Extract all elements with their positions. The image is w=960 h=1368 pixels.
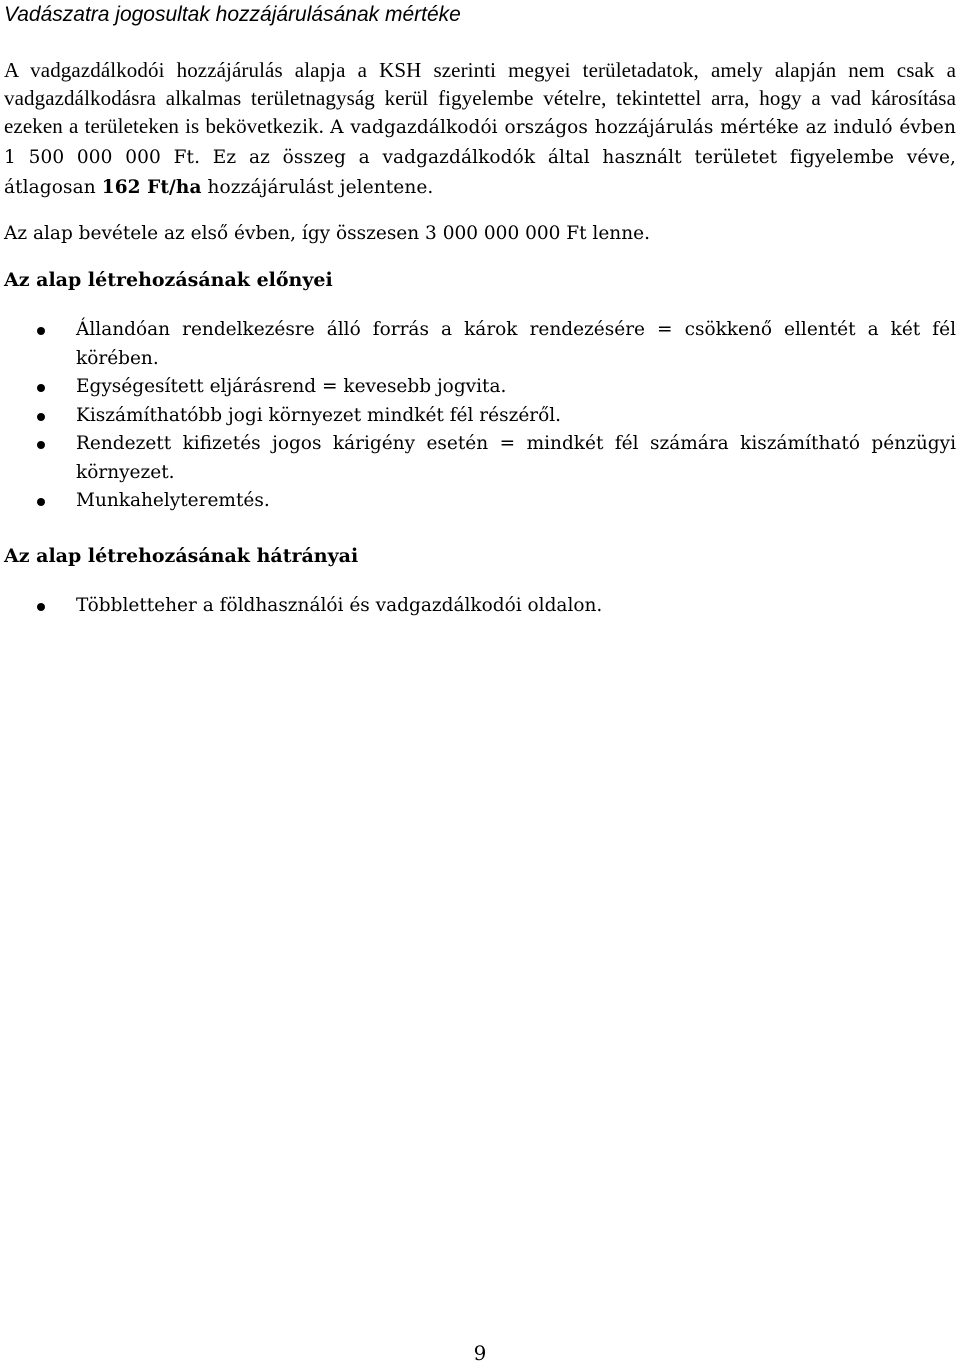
bullet-icon [37,384,45,392]
list-item-text: Munkahelyteremtés. [76,490,270,511]
bullet-icon [37,603,45,611]
document-page [4,0,956,620]
paragraph-part-1: A vadgazdálkodói hozzájárulás alapja a KSH szerinti megyei területadatok, amely alapján nem csak a vadgazdálkodásra alkalmas területnagyság kerül figyelembe vételre, tekintettel arra, hogy a vad károsítása ezeken a területeken is bekövetkezik. [4,58,956,138]
list-item-text: Állandóan rendelkezésre álló forrás a károk rendezésére = csökkenő ellentét a két fél körében. [76,319,956,369]
paragraph-part-3: hozzájárulást jelentene. [201,177,434,198]
disadvantages-list [4,592,956,621]
list-item [4,373,956,402]
disadvantages-heading: Az alap létrehozásának hátrányai [4,544,359,567]
list-item-text: Többletteher a földhasználói és vadgazdálkodói oldalon. [76,594,603,616]
list-item [4,316,956,373]
revenue-paragraph: Az alap bevétele az első évben, így összesen 3 000 000 000 Ft lenne. [4,223,650,244]
advantages-list [4,316,956,516]
list-item-text: Egységesített eljárásrend = kevesebb jogvita. [76,376,507,397]
list-item [4,402,956,431]
bullet-icon [37,498,45,506]
contribution-paragraph [4,56,956,202]
list-item [4,592,956,621]
list-item-text: Kiszámíthatóbb jogi környezet mindkét fél részéről. [76,404,562,426]
paragraph-part-2: A vadgazdálkodói országos hozzájárulás mértéke az induló évben 1 500 000 000 Ft. Ez az összeg a vadgazdálkodók által használt területet figyelembe véve, átlagosan [4,117,956,198]
list-item [4,487,956,516]
list-item [4,430,956,487]
paragraph-bold-rate: 162 Ft/ha [101,177,202,198]
list-item-text: Rendezett kifizetés jogos kárigény esetén = mindkét fél számára kiszámítható pénzügyi környezet. [76,433,956,483]
section-title: Vadászatra jogosultak hozzájárulásának mértéke [4,3,461,26]
bullet-icon [37,327,45,335]
bullet-icon [37,413,45,421]
advantages-heading: Az alap létrehozásának előnyei [4,269,333,291]
bullet-icon [37,441,45,449]
page-number: 9 [473,1341,487,1365]
